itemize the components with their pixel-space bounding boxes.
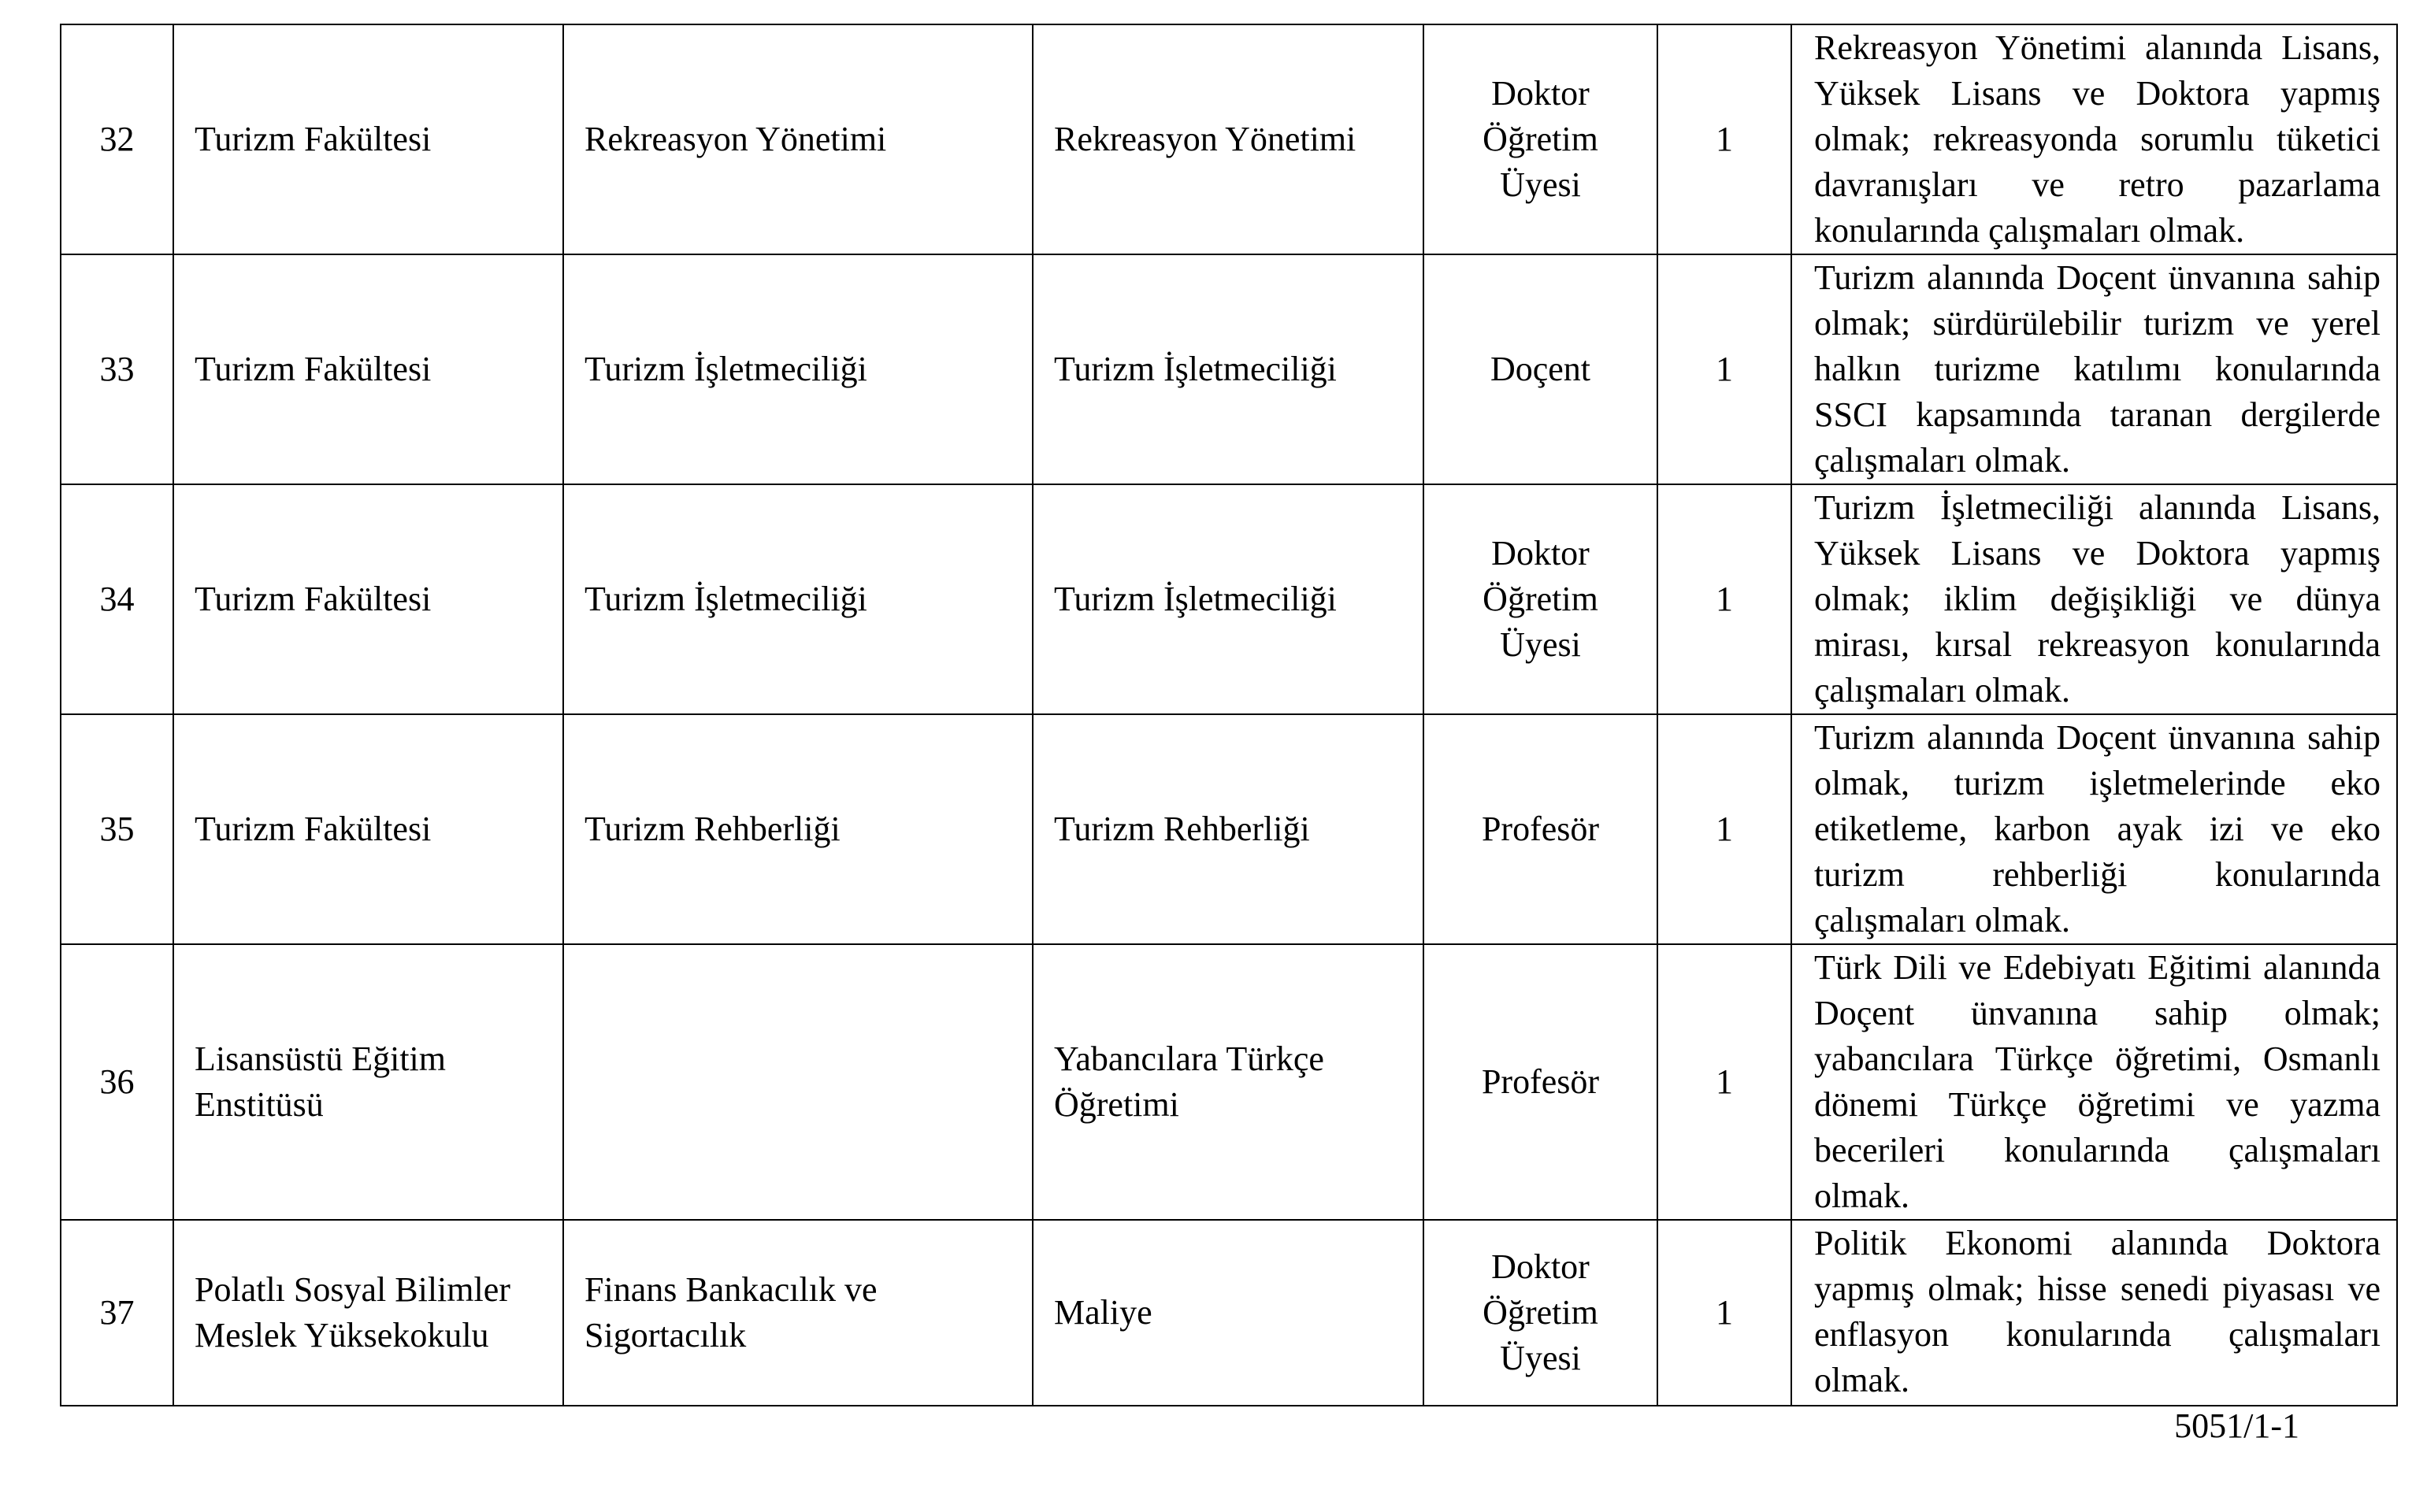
count-cell: 1 — [1657, 714, 1791, 944]
table-row — [61, 714, 2397, 944]
title-cell: Doçent — [1423, 254, 1657, 484]
program-cell: Turizm İşletmeciliği — [1033, 484, 1423, 714]
unit-cell: Turizm Fakültesi — [173, 24, 563, 254]
requirement-cell: Türk Dili ve Edebiyatı Eğitimi alanında Doçent ünvanına sahip olmak; yabancılara Türkçe öğretimi, Osmanlı dönemi Türkçe öğretimi ve yazma becerileri konularında çalışmaları olmak. — [1791, 944, 2397, 1220]
department-cell: Finans Bankacılık ve Sigortacılık — [563, 1220, 1033, 1406]
unit-cell: Polatlı Sosyal Bilimler Meslek Yüksekokulu — [173, 1220, 563, 1406]
program-cell: Turizm Rehberliği — [1033, 714, 1423, 944]
requirement-cell: Turizm alanında Doçent ünvanına sahip olmak, turizm işletmelerinde eko etiketleme, karbon ayak izi ve eko turizm rehberliği konularında çalışmaları olmak. — [1791, 714, 2397, 944]
row-number: 36 — [61, 944, 173, 1220]
requirement-cell: Rekreasyon Yönetimi alanında Lisans, Yüksek Lisans ve Doktora yapmış olmak; rekreasyonda sorumlu tüketici davranışları ve retro pazarlama konularında çalışmaları olmak. — [1791, 24, 2397, 254]
unit-cell: Turizm Fakültesi — [173, 484, 563, 714]
document-code: 5051/1-1 — [2174, 1406, 2299, 1445]
unit-cell: Lisansüstü Eğitim Enstitüsü — [173, 944, 563, 1220]
unit-cell: Turizm Fakültesi — [173, 714, 563, 944]
unit-cell: Turizm Fakültesi — [173, 254, 563, 484]
title-cell: Doktor Öğretim Üyesi — [1423, 24, 1657, 254]
table-row — [61, 944, 2397, 1220]
requirement-cell: Politik Ekonomi alanında Doktora yapmış olmak; hisse senedi piyasası ve enflasyon konularında çalışmaları olmak. — [1791, 1220, 2397, 1406]
row-number: 34 — [61, 484, 173, 714]
program-cell: Rekreasyon Yönetimi — [1033, 24, 1423, 254]
count-cell: 1 — [1657, 944, 1791, 1220]
count-cell: 1 — [1657, 484, 1791, 714]
program-cell: Yabancılara Türkçe Öğretimi — [1033, 944, 1423, 1220]
department-cell — [563, 944, 1033, 1220]
table-row — [61, 1220, 2397, 1406]
positions-table — [60, 24, 2398, 1406]
program-cell: Turizm İşletmeciliği — [1033, 254, 1423, 484]
requirement-cell: Turizm İşletmeciliği alanında Lisans, Yüksek Lisans ve Doktora yapmış olmak; iklim değişikliği ve dünya mirası, kırsal rekreasyon konularında çalışmaları olmak. — [1791, 484, 2397, 714]
count-cell: 1 — [1657, 1220, 1791, 1406]
department-cell: Rekreasyon Yönetimi — [563, 24, 1033, 254]
row-number: 35 — [61, 714, 173, 944]
row-number: 33 — [61, 254, 173, 484]
count-cell: 1 — [1657, 24, 1791, 254]
count-cell: 1 — [1657, 254, 1791, 484]
title-cell: Profesör — [1423, 714, 1657, 944]
row-number: 32 — [61, 24, 173, 254]
row-number: 37 — [61, 1220, 173, 1406]
department-cell: Turizm Rehberliği — [563, 714, 1033, 944]
department-cell: Turizm İşletmeciliği — [563, 254, 1033, 484]
title-cell: Profesör — [1423, 944, 1657, 1220]
table-row — [61, 254, 2397, 484]
requirement-cell: Turizm alanında Doçent ünvanına sahip olmak; sürdürülebilir turizm ve yerel halkın turizme katılımı konularında SSCI kapsamında taranan dergilerde çalışmaları olmak. — [1791, 254, 2397, 484]
table-row — [61, 24, 2397, 254]
department-cell: Turizm İşletmeciliği — [563, 484, 1033, 714]
program-cell: Maliye — [1033, 1220, 1423, 1406]
table-row — [61, 484, 2397, 714]
title-cell: Doktor Öğretim Üyesi — [1423, 1220, 1657, 1406]
title-cell: Doktor Öğretim Üyesi — [1423, 484, 1657, 714]
